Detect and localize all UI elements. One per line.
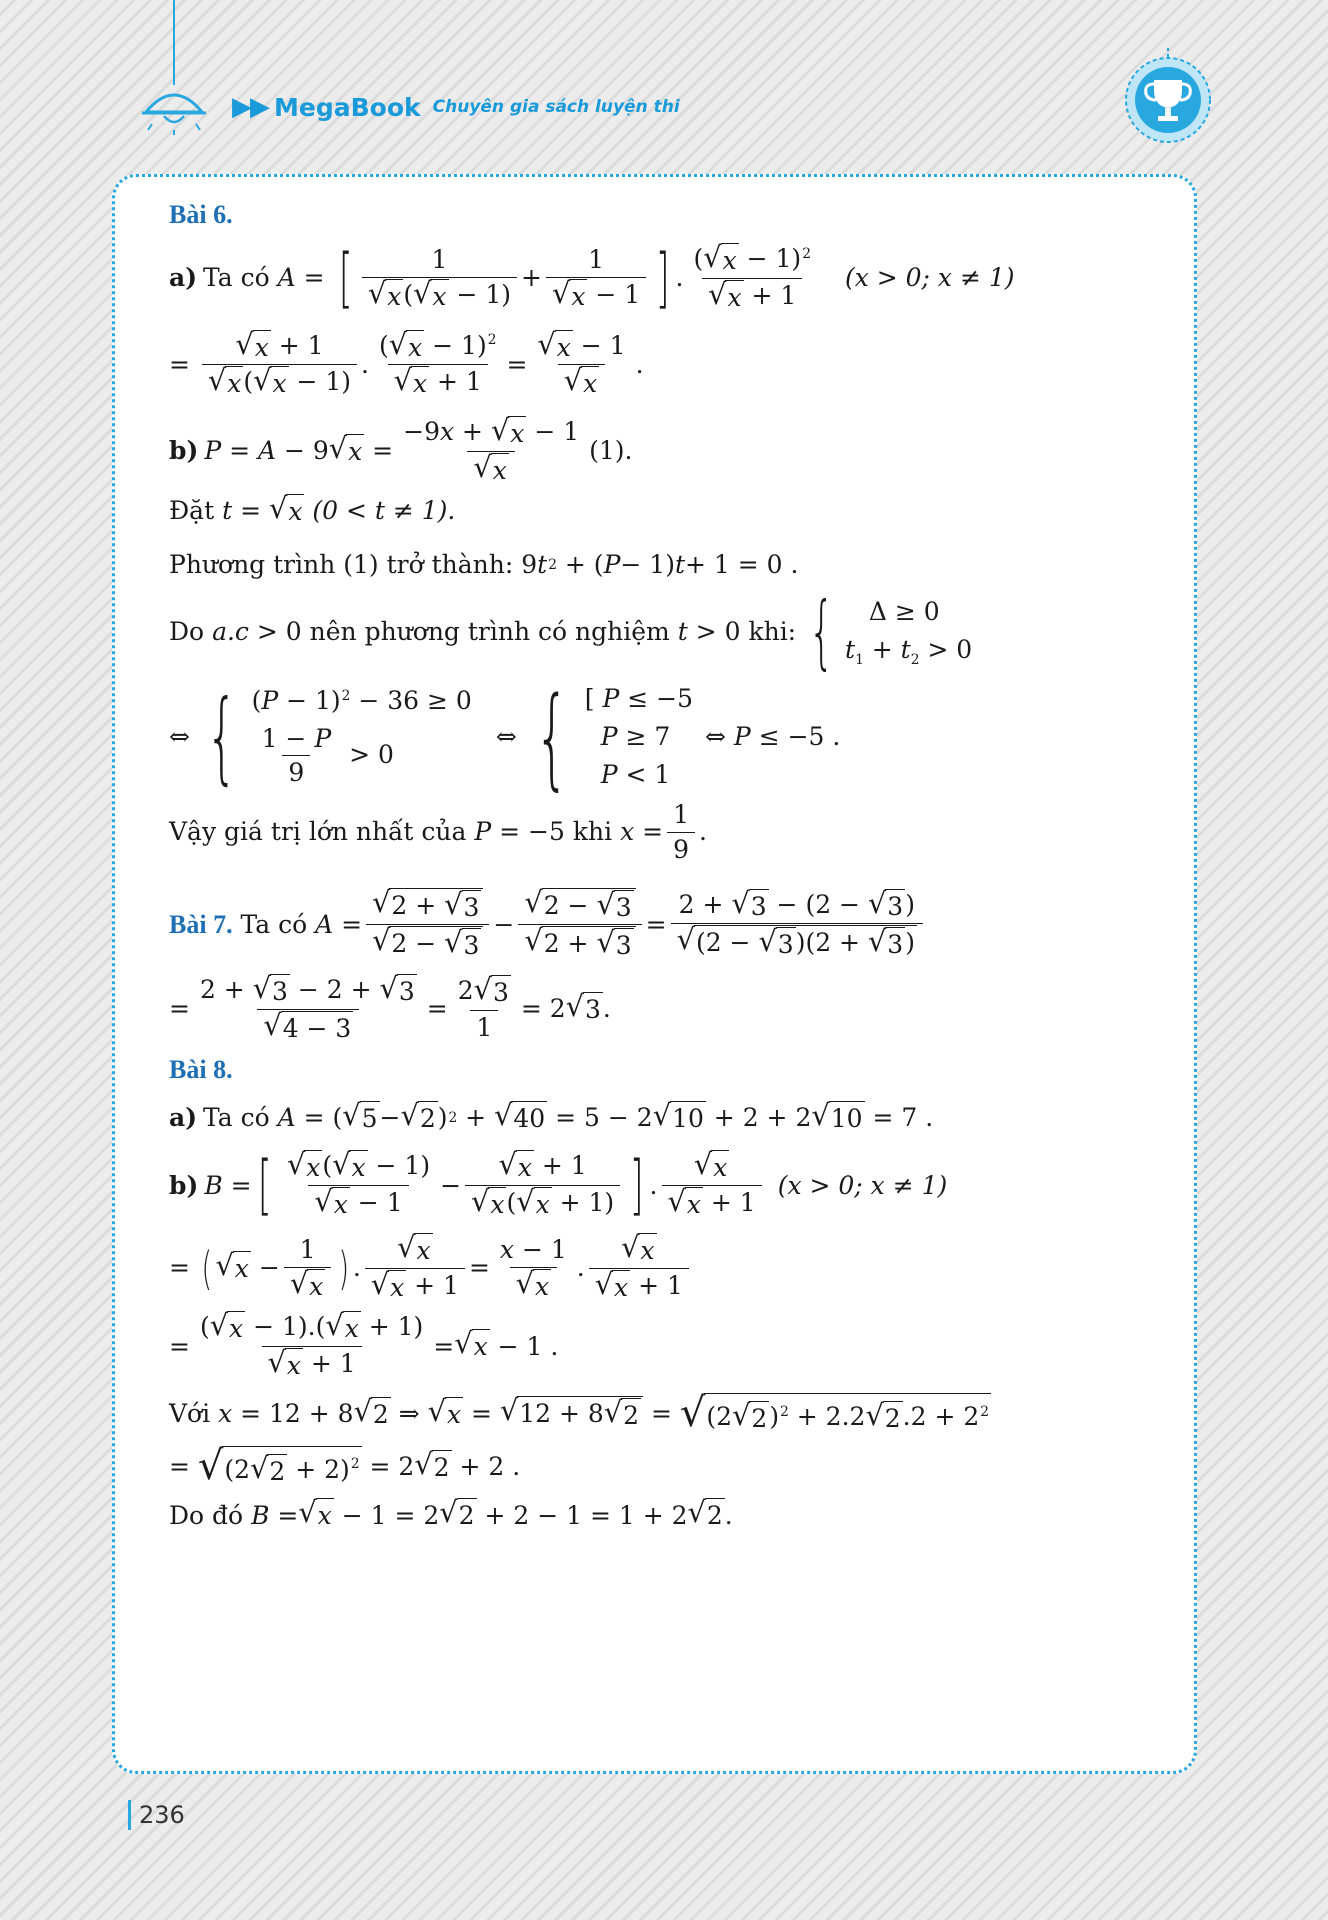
brand-tagline: Chuyên gia sách luyện thi xyxy=(432,97,680,117)
bai8-b-line5: = √ (2 √ 2 + 2)$^2$ = 2 √ 2 + 2 . xyxy=(169,1442,521,1489)
brand-header xyxy=(232,92,680,122)
brand-name: MegaBook xyxy=(274,92,421,122)
bai6-a-line1: a) Ta có A = [ 1 √ x ( √ x − 1) + 1 √ x − 1 ] . ( √ x − 1)$^2$ √ x + 1 (x > 0; x ≠ 1) xyxy=(169,240,1015,316)
solution-content xyxy=(169,197,1169,1533)
bai6-system: ⇔ { $(P - 1)^2 - 36 \ge 0$ $\frac{1 - P}{9}$ > 0 ⇔ { [ P ≤ −5 P ≥ 7 P < 1 ⇔ P ≤ −5 . xyxy=(169,673,841,802)
bai8-b-line3: = ( √ x − 1).( √ x + 1) √ x + 1 = √ x − 1 . xyxy=(169,1310,1169,1383)
bai8-b-line2: = ( √ x − 1 √ x ) . √ x √ x + 1 = x − 1 √ x . √ x √ x + 1 xyxy=(169,1232,1169,1305)
bai7-line1: Bài 7. Ta có A = √ 2 + √ 3 √ 2 − √ 3 − √ 2 − √ 3 √ 2 + √ 3 = 2 + √ 3 − (2 − √ 3 ) √ (2 − √ 3 )(2 + √ 3 ) xyxy=(169,887,1169,964)
brand-logo-icon: ▶▶ xyxy=(232,92,268,122)
bai8-title: Bài 8. xyxy=(169,1054,233,1084)
lamp-icon xyxy=(138,0,208,135)
bai6-equation: Phương trình (1) trở thành: 9 t 2 + ( P − 1) t + 1 = 0 . xyxy=(169,550,799,580)
bai8-a-line: a) Ta có A = ( √ 5 − √ 2 ) 2 + √ 40 = 5 − 2 √ 10 + 2 + 2 √ 10 = 7 . xyxy=(169,1101,1169,1136)
trophy-icon xyxy=(1120,48,1216,144)
solution-card xyxy=(112,174,1197,1774)
bai6-substitution: Đặt t = √ x (0 < t ≠ 1). xyxy=(169,494,1169,529)
bai6-conclusion: Vậy giá trị lớn nhất của P = −5 khi x = $\frac{1}{9}$ . xyxy=(169,798,1169,867)
bai6-a-line2: = √ x + 1 √ x ( √ x − 1) . ( √ x − 1)$^2$ √ x + 1 = √ x − 1 √ x . xyxy=(169,329,1169,402)
bai6-b-line1: b) P = A − 9 √ x = −9x + √ x − 1 √ x (1). xyxy=(169,415,1169,488)
bai6-title: Bài 6. xyxy=(169,200,233,229)
bai8-b-line6: Do đó B = √ x − 1 = 2 √ 2 + 2 − 1 = 1 + 2 √ 2 . xyxy=(169,1498,1169,1533)
bai8-b-line4: Với x = 12 + 8 √ 2 ⇒ √ x = √ 12 + 8 √ 2 = √ (2 √ 2 )$^2$ + 2.2 √ 2 $.2 + 2^2$ xyxy=(169,1389,990,1436)
bai8-b-line1: b) B = [ √ x ( √ x − 1) √ x − 1 − √ x + 1 √ x ( √ x + 1) ] . √ x √ x + 1 (x > 0; x ≠ 1) xyxy=(169,1147,948,1224)
page-number: 236 xyxy=(128,1800,185,1830)
bai7-title: Bài 7. xyxy=(169,910,233,940)
bai7-line2: = 2 + √ 3 − 2 + √ 3 √ 4 − 3 = 2 √ 3 1 = 2 √ 3 . xyxy=(169,973,1169,1046)
bai6-condition: Do a.c > 0 nên phương trình có nghiệm t > 0 khi: { Δ ≥ 0 $t_1 + t_2 > 0$ xyxy=(169,585,973,679)
